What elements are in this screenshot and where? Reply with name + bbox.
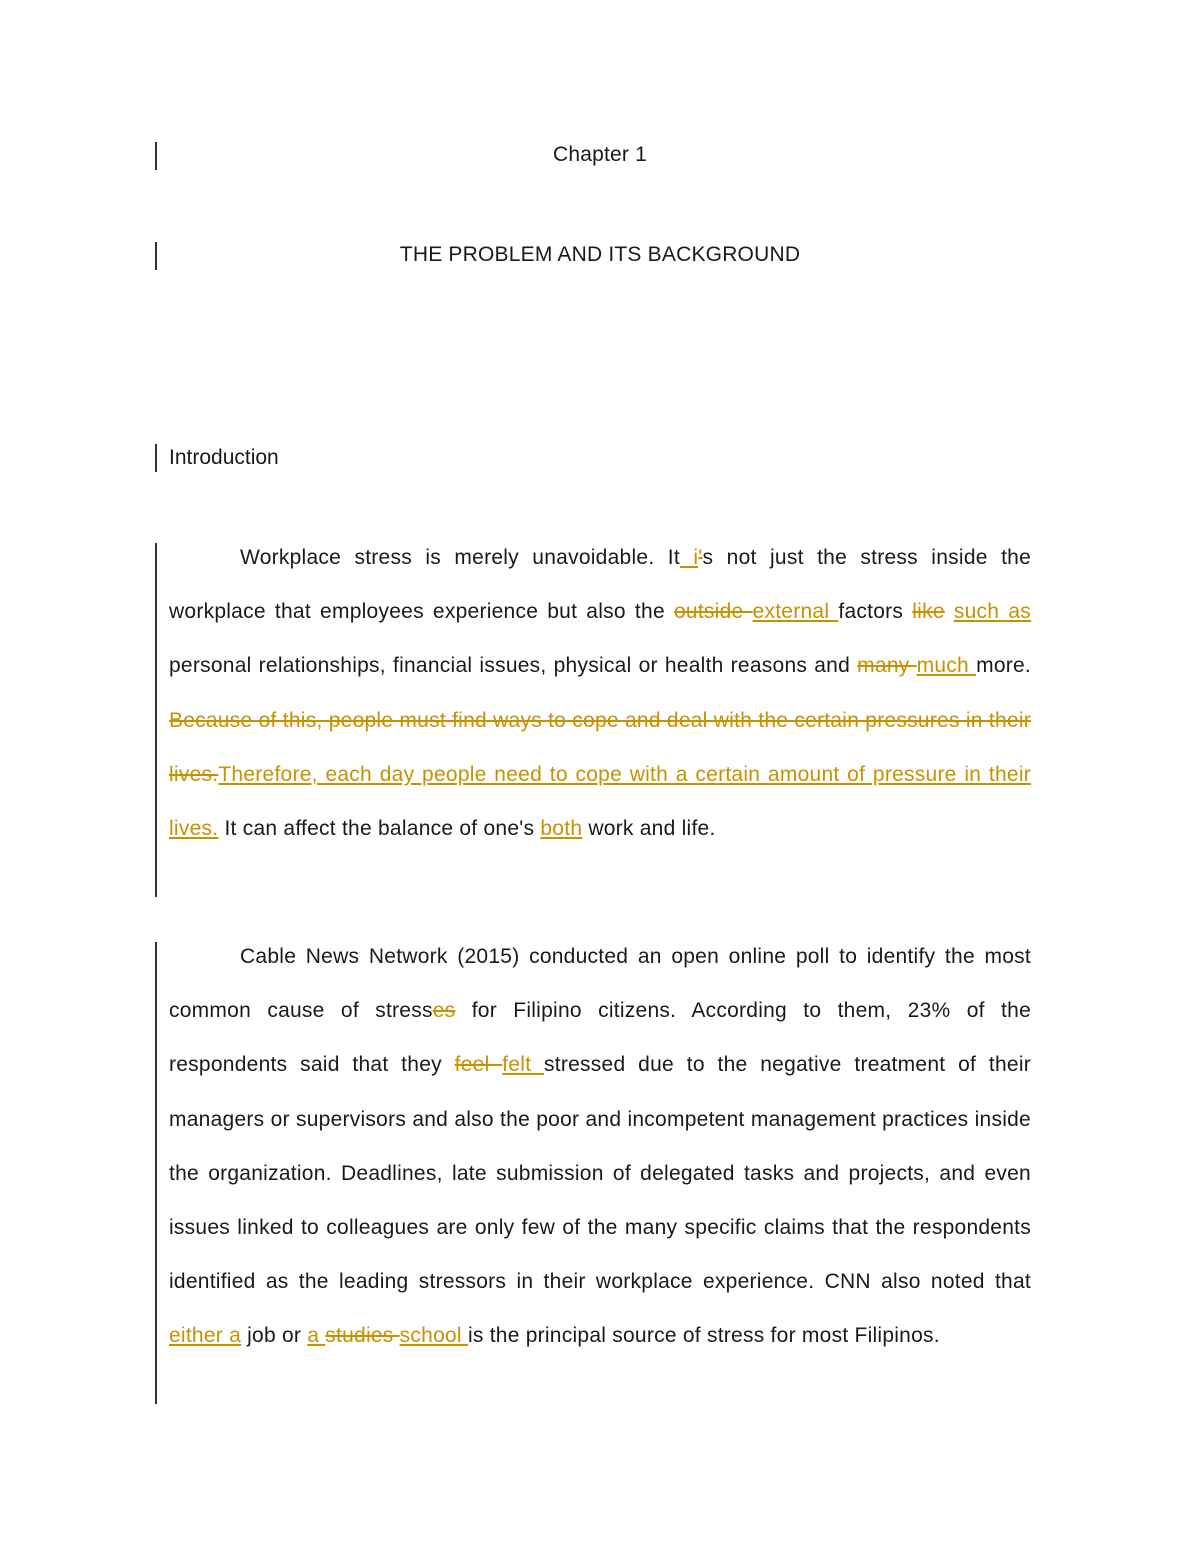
body-text: factors [838,600,913,624]
body-text: is the principal source of stress for most Filipinos. [467,1324,940,1348]
inserted-text: either a [169,1324,242,1348]
main-title: THE PROBLEM AND ITS BACKGROUND [399,243,801,266]
deleted-text: outside [673,600,753,624]
inserted-text: external [752,600,839,624]
body-text: Cable News Network (2015) conducted an open online poll to identify the most common cause of stress [169,945,1031,1023]
body-text: s not just the stress inside the workplace that employees experience but also the [169,546,1032,624]
inserted-text: both [540,817,583,841]
deleted-text: feel [454,1053,503,1077]
body-text: job or [241,1324,308,1348]
deleted-text: es [432,999,456,1023]
deleted-text: ' [698,546,703,569]
inserted-text: a [307,1324,326,1348]
paragraph-cnn-poll [169,930,1031,1364]
body-text: Workplace stress is merely unavoidable. It [240,546,680,569]
inserted-text: i [679,546,699,569]
inserted-text: such as [953,600,1031,624]
deleted-text: like [912,600,945,624]
change-bar [155,444,157,472]
body-text: personal relationships, financial issues, physical or health reasons and [169,654,858,678]
body-text [945,600,954,623]
section-heading: Introduction [169,446,279,469]
body-text: It can affect the balance of one's [218,817,541,841]
change-bar [155,942,157,1404]
deleted-text: studies [325,1324,400,1348]
deleted-text: many [857,654,917,678]
inserted-text: felt [502,1053,545,1077]
body-text: work and life. [582,817,716,841]
paragraph-intro [169,531,1031,856]
inserted-text: school [399,1324,468,1348]
inserted-text: Therefore, each day people need to cope with a certain amount of pressure in their lives. [169,762,1031,841]
inserted-text: much [916,654,977,678]
chapter-title: Chapter 1 [552,143,648,166]
body-text: stressed due to the negative treatment of their managers or supervisors and also the poor and incompetent management practices inside the organization. Deadlines, late submission of delegated tasks and projects, and even issues linked to colleagues are only few of the many specific claims that the respondents identified as the leading stressors in their workplace experience. CNN also noted that [169,1053,1031,1294]
deleted-text: Because of this, people must find ways to cope and deal with the certain pressures in their lives. [169,708,1031,786]
body-text: for Filipino citizens. According to them, 23% of the respondents said that they [169,999,1031,1077]
change-bar [155,543,157,897]
body-text: more. [976,654,1032,678]
